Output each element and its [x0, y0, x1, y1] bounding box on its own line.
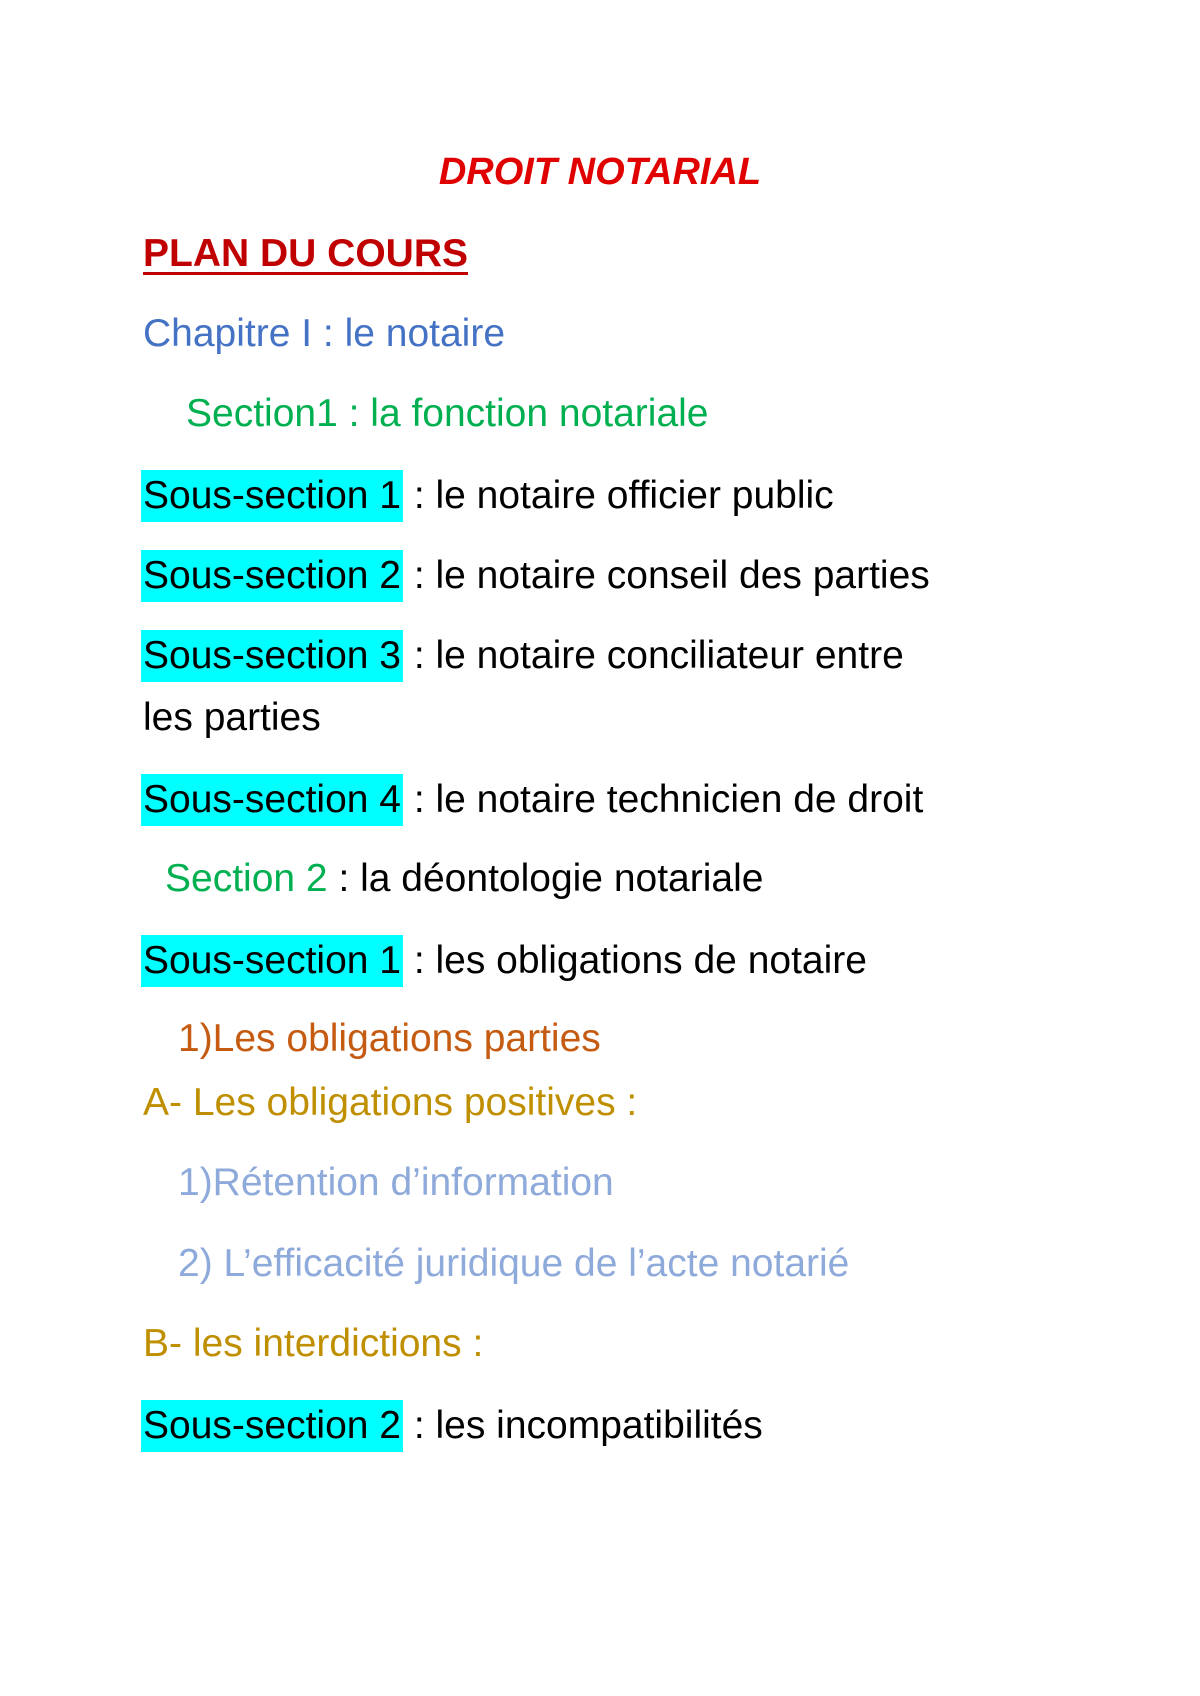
subsection-text: : les incompatibilités	[402, 1404, 763, 1447]
subsection-text: : le notaire technicien de droit	[402, 778, 924, 821]
retention-item: 1)Rétention d’information	[178, 1161, 614, 1204]
document-title: DROIT NOTARIAL	[438, 151, 762, 193]
section-1-subsection-2	[141, 550, 930, 602]
section-2-subsection-1	[141, 935, 867, 987]
section-2-heading	[165, 855, 763, 903]
subsection-text: : le notaire officier public	[402, 474, 834, 517]
section-2-label: Section 2	[165, 857, 328, 900]
obligations-parties-heading: 1)Les obligations parties	[178, 1017, 601, 1060]
section-2-text: : la déontologie notariale	[327, 857, 764, 900]
section-1-subsection-3	[141, 630, 904, 682]
subsection-3-continuation: les parties	[143, 696, 321, 739]
positive-obligations-heading: A- Les obligations positives :	[143, 1081, 638, 1124]
section-1-subsection-1	[141, 470, 834, 522]
subsection-label: Sous-section 2	[141, 1400, 403, 1452]
section-1-subsection-4	[141, 774, 923, 826]
plan-heading: PLAN DU COURS	[143, 232, 469, 275]
chapter-heading: Chapitre I : le notaire	[143, 312, 506, 355]
subsection-label: Sous-section 2	[141, 550, 403, 602]
subsection-text: : le notaire conciliateur entre	[402, 634, 904, 677]
subsection-text: : les obligations de notaire	[402, 939, 867, 982]
subsection-label: Sous-section 3	[141, 630, 403, 682]
subsection-label: Sous-section 1	[141, 470, 403, 522]
subsection-text: : le notaire conseil des parties	[402, 554, 930, 597]
subsection-label: Sous-section 1	[141, 935, 403, 987]
subsection-label: Sous-section 4	[141, 774, 403, 826]
section-1-heading: Section1 : la fonction notariale	[186, 392, 709, 435]
section-2-subsection-2	[141, 1400, 763, 1452]
interdictions-heading: B- les interdictions :	[143, 1322, 484, 1365]
efficacite-item: 2) L’efficacité juridique de l’acte notarié	[178, 1242, 850, 1285]
